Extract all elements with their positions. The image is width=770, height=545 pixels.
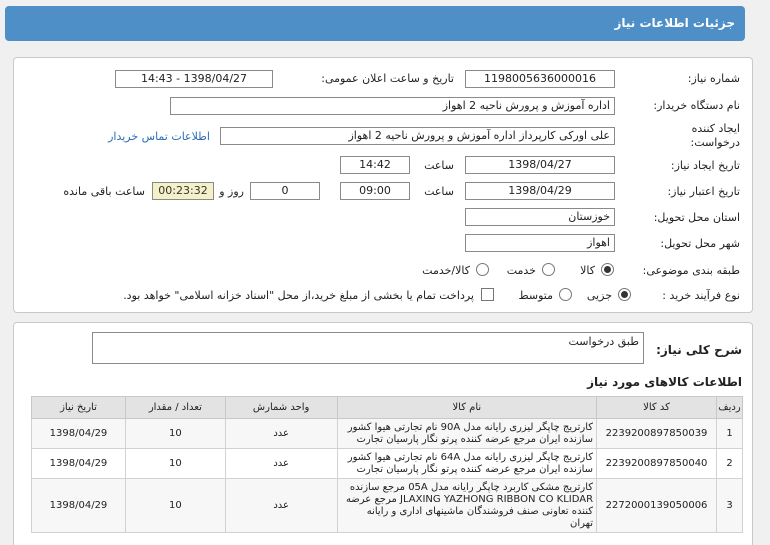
category-both-radio[interactable] — [476, 263, 489, 276]
item-qty: 10 — [125, 449, 225, 479]
remaining-label: ساعت باقی مانده — [63, 185, 145, 198]
creator-label-2: درخواست: — [690, 136, 740, 149]
item-date: 1398/04/29 — [32, 479, 126, 533]
process-medium-radio[interactable] — [559, 288, 572, 301]
item-qty: 10 — [125, 419, 225, 449]
validity-date-field: 1398/04/29 — [465, 182, 615, 200]
need-number-label: شماره نیاز: — [687, 72, 740, 85]
announce-field: 1398/04/27 - 14:43 — [115, 70, 273, 88]
created-date-field: 1398/04/27 — [465, 156, 615, 174]
validity-time-field: 09:00 — [340, 182, 410, 200]
col-unit: واحد شمارش — [225, 397, 337, 419]
category-goods-radio[interactable] — [601, 263, 614, 276]
treasury-checkbox[interactable] — [481, 288, 494, 301]
item-unit: عدد — [225, 449, 337, 479]
item-code: 2272000139050006 — [597, 479, 717, 533]
col-item-name: نام کالا — [337, 397, 596, 419]
row-number: 2 — [717, 449, 743, 479]
days-field: 0 — [250, 182, 320, 200]
buyer-org-field: اداره آموزش و پرورش ناحیه 2 اهواز — [170, 97, 615, 115]
process-minor-label: جزیی — [586, 289, 612, 302]
items-title: اطلاعات کالاهای مورد نیاز — [587, 375, 742, 389]
item-code: 2239200897850039 — [597, 419, 717, 449]
item-code: 2239200897850040 — [597, 449, 717, 479]
need-number-field: 1198005636000016 — [465, 70, 615, 88]
col-item-code: کد کالا — [597, 397, 717, 419]
announce-label: تاریخ و ساعت اعلان عمومی: — [321, 72, 454, 85]
item-date: 1398/04/29 — [32, 419, 126, 449]
category-both-label: کالا/خدمت — [422, 264, 470, 277]
item-name: کارتریج چاپگر لیزری رایانه مدل 64A نام تجارتی هیوا کشور سازنده ایران مرجع عرضه کننده پرتو نگار پارسیان تجارت — [337, 449, 596, 479]
category-goods-label: کالا — [580, 264, 595, 277]
col-need-date: تاریخ نیاز — [32, 397, 126, 419]
description-field: طبق درخواست — [92, 332, 644, 364]
col-row-number: ردیف — [717, 397, 743, 419]
remaining-time-field: 00:23:32 — [152, 182, 214, 200]
item-date: 1398/04/29 — [32, 449, 126, 479]
category-service-label: خدمت — [506, 264, 536, 277]
buyer-contact-link[interactable]: اطلاعات تماس خریدار — [108, 130, 210, 143]
created-time-field: 14:42 — [340, 156, 410, 174]
process-label: نوع فرآیند خرید : — [662, 289, 740, 302]
items-table — [31, 396, 743, 533]
city-label: شهر محل تحویل: — [660, 237, 740, 250]
validity-time-label: ساعت — [424, 185, 454, 198]
province-field: خوزستان — [465, 208, 615, 226]
page-header — [5, 6, 745, 41]
item-name: کارتریج چاپگر لیزری رایانه مدل 90A نام تجارتی هیوا کشور سازنده ایران مرجع عرضه کننده پرتو نگار پارسیان تجارت — [337, 419, 596, 449]
table-row[interactable] — [32, 449, 743, 479]
page-title: جزئیات اطلاعات نیاز — [614, 16, 735, 30]
item-unit: عدد — [225, 419, 337, 449]
city-field: اهواز — [465, 234, 615, 252]
process-minor-radio[interactable] — [618, 288, 631, 301]
row-number: 1 — [717, 419, 743, 449]
description-label: شرح کلی نیاز: — [656, 343, 742, 357]
item-name: کارتریج مشکی کاربرد چاپگر رایانه مدل 05A مرجع سازنده JLAXING YAZHONG RIBBON CO KLIDAR مرجع عرضه کننده تعاونی صنف فروشندگان ماشینهای اداری و رایانه تهران — [337, 479, 596, 533]
item-unit: عدد — [225, 479, 337, 533]
created-time-label: ساعت — [424, 159, 454, 172]
items-panel — [13, 322, 753, 545]
creator-label-1: ایجاد کننده — [691, 122, 740, 135]
need-info-panel — [13, 57, 753, 313]
province-label: استان محل تحویل: — [653, 211, 740, 224]
process-medium-label: متوسط — [518, 289, 553, 302]
buyer-org-label: نام دستگاه خریدار: — [653, 99, 740, 112]
item-qty: 10 — [125, 479, 225, 533]
created-date-label: تاریخ ایجاد نیاز: — [670, 159, 740, 172]
validity-label: تاریخ اعتبار نیاز: — [667, 185, 740, 198]
category-label: طبقه بندی موضوعی: — [642, 264, 740, 277]
days-label: روز و — [219, 185, 244, 198]
table-row[interactable] — [32, 419, 743, 449]
category-service-radio[interactable] — [542, 263, 555, 276]
col-quantity: تعداد / مقدار — [125, 397, 225, 419]
table-row[interactable] — [32, 479, 743, 533]
row-number: 3 — [717, 479, 743, 533]
creator-field: علی اورکی کارپرداز اداره آموزش و پرورش ناحیه 2 اهواز — [220, 127, 615, 145]
treasury-note: پرداخت تمام یا بخشی از مبلغ خرید،از محل "اسناد خزانه اسلامی" خواهد بود. — [123, 289, 474, 302]
items-header-row — [32, 397, 743, 419]
